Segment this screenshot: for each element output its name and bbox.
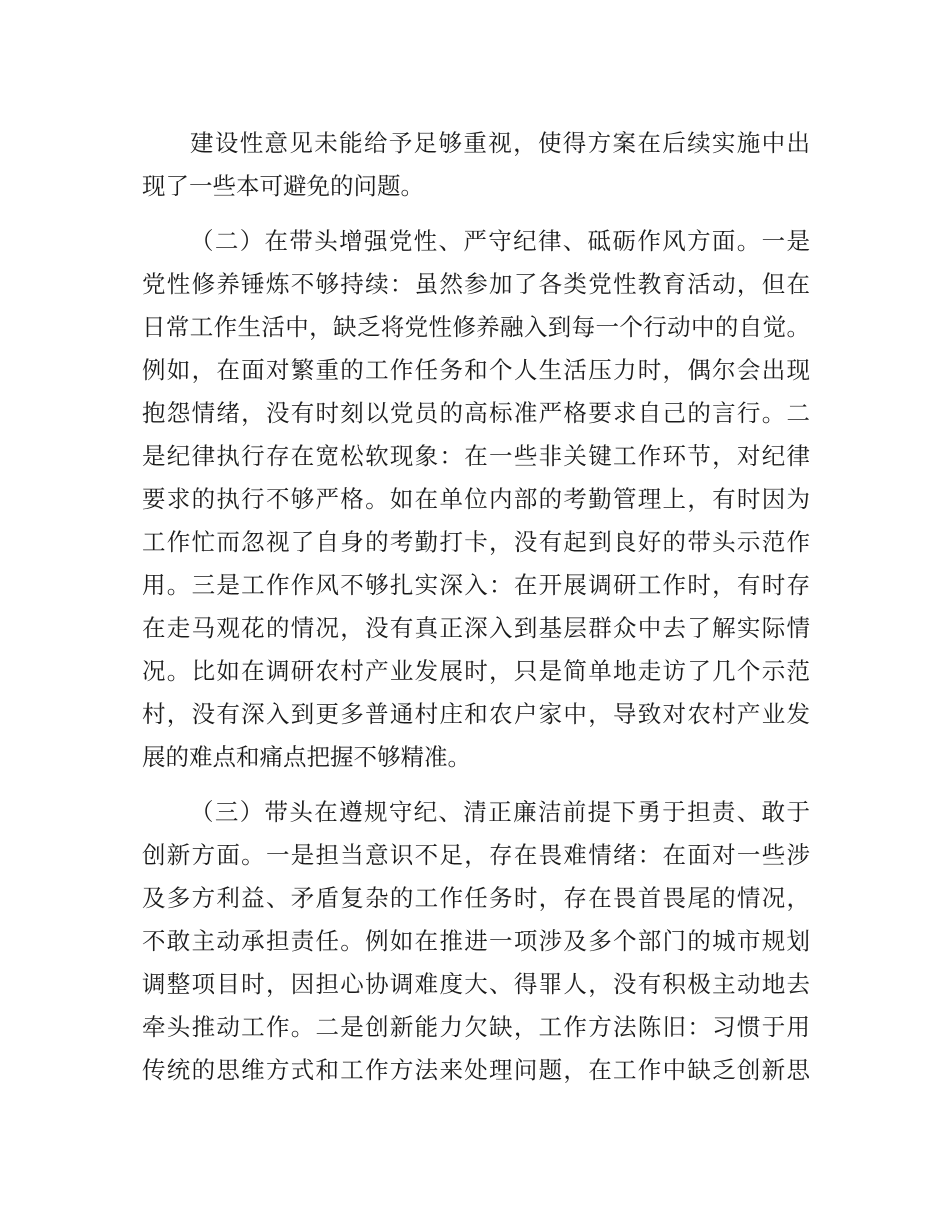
text-line: 况。比如在调研农村产业发展时，只是简单地走访了几个示范	[142, 657, 810, 685]
text-line: （三）带头在遵规守纪、清正廉洁前提下勇于担责、敢于	[190, 798, 810, 826]
paragraph	[142, 220, 810, 779]
text-line: 抱怨情绪，没有时刻以党员的高标准严格要求自己的言行。二	[142, 399, 810, 427]
text-line: 党性修养锤炼不够持续：虽然参加了各类党性教育活动，但在	[142, 270, 810, 298]
text-line: 工作忙而忽视了自身的考勤打卡，没有起到良好的带头示范作	[142, 528, 810, 556]
text-line: 牵头推动工作。二是创新能力欠缺，工作方法陈旧：习惯于用	[142, 1013, 810, 1041]
document-page	[142, 122, 810, 1104]
text-line: 调整项目时，因担心协调难度大、得罪人，没有积极主动地去	[142, 970, 810, 998]
text-line: 传统的思维方式和工作方法来处理问题，在工作中缺乏创新思	[142, 1056, 810, 1084]
text-line: 村，没有深入到更多普通村庄和农户家中，导致对农村产业发	[142, 700, 810, 728]
text-line: 在走马观花的情况，没有真正深入到基层群众中去了解实际情	[142, 614, 810, 642]
text-line: 不敢主动承担责任。例如在推进一项涉及多个部门的城市规划	[142, 927, 810, 955]
text-line: （二）在带头增强党性、严守纪律、砥砺作风方面。一是	[190, 227, 810, 255]
text-line: 用。三是工作作风不够扎实深入：在开展调研工作时，有时存	[142, 571, 810, 599]
text-line: 建设性意见未能给予足够重视，使得方案在后续实施中出	[190, 129, 810, 157]
text-line: 是纪律执行存在宽松软现象：在一些非关键工作环节，对纪律	[142, 442, 810, 470]
text-line: 日常工作生活中，缺乏将党性修养融入到每一个行动中的自觉。	[142, 313, 810, 341]
text-line: 及多方利益、矛盾复杂的工作任务时，存在畏首畏尾的情况，	[142, 884, 810, 912]
paragraph	[142, 122, 810, 208]
text-line: 现了一些本可避免的问题。	[142, 172, 424, 200]
text-line: 例如，在面对繁重的工作任务和个人生活压力时，偶尔会出现	[142, 356, 810, 384]
paragraph	[142, 791, 810, 1092]
text-line: 展的难点和痛点把握不够精准。	[142, 743, 471, 771]
text-line: 创新方面。一是担当意识不足，存在畏难情绪：在面对一些涉	[142, 841, 810, 869]
text-line: 要求的执行不够严格。如在单位内部的考勤管理上，有时因为	[142, 485, 810, 513]
